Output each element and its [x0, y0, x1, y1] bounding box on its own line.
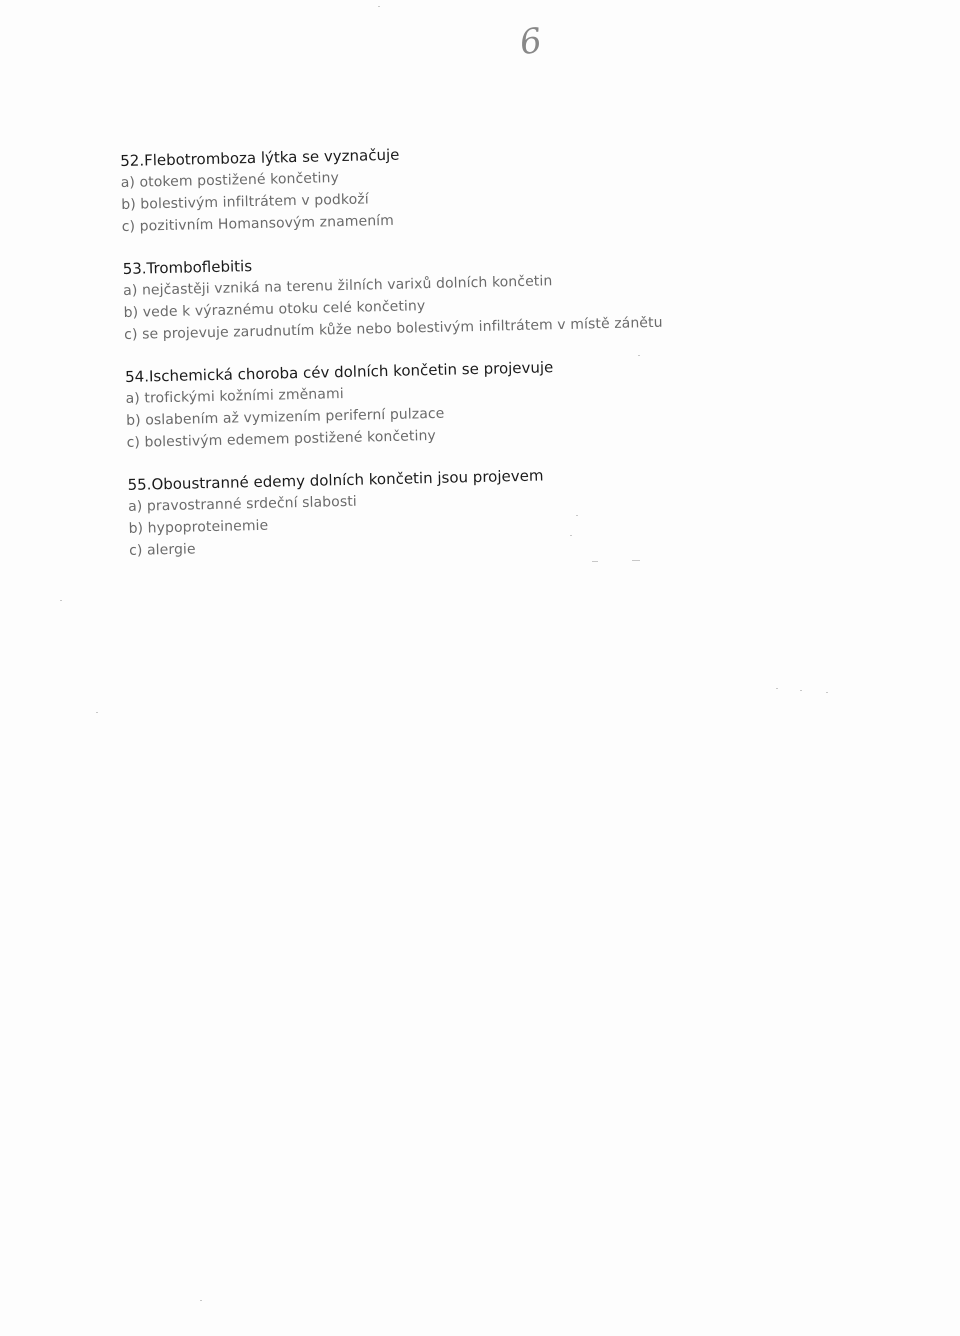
handwritten-page-number: 6: [517, 20, 545, 64]
scan-speck: [200, 1300, 202, 1301]
question-list: [120, 136, 750, 582]
question-title: 52.Flebotromboza lýtka se vyznačuje: [120, 145, 400, 170]
question-53: [122, 244, 744, 346]
question-52: [120, 136, 742, 238]
scan-speck: [632, 560, 640, 561]
answer-option: c) se projevuje zarudnutím kůže nebo bolestivým infiltrátem v místě zánětu: [124, 314, 663, 343]
question-title: 53.Tromboflebitis: [122, 257, 253, 278]
question-54: [125, 352, 747, 454]
scan-speck: [638, 355, 640, 356]
question-title: 55.Oboustranné edemy dolních končetin jsou projevem: [127, 466, 544, 494]
scan-speck: [776, 688, 778, 689]
scan-speck: [60, 600, 62, 601]
answer-option: c) pozitivním Homansovým znamením: [121, 212, 395, 235]
answer-option: a) nejčastěji vzniká na terenu žilních varixů dolních končetin: [123, 273, 553, 299]
answer-option: b) vede k výraznému otoku celé končetiny: [123, 298, 426, 321]
answer-option: b) bolestivým infiltrátem v podkoží: [121, 191, 369, 213]
scan-speck: [378, 6, 380, 7]
answer-option: b) oslabením až vymizením periferní pulzace: [125, 405, 445, 429]
answer-option: c) bolestivým edemem postižené končetiny: [126, 427, 437, 451]
scan-speck: [592, 561, 598, 562]
answer-option: a) otokem postižené končetiny: [120, 170, 340, 191]
answer-option: c) alergie: [128, 541, 196, 559]
answer-option: a) trofickými kožními změnami: [125, 385, 344, 407]
answer-option: b) hypoproteinemie: [128, 517, 269, 537]
answer-option: a) pravostranné srdeční slabosti: [127, 493, 358, 515]
question-55: [127, 460, 749, 562]
scan-speck: [96, 712, 98, 713]
scan-speck: [570, 535, 572, 536]
scan-speck: [826, 692, 828, 693]
question-title: 54.Ischemická choroba cév dolních končetin se projevuje: [124, 358, 554, 386]
scan-speck: [800, 690, 802, 691]
scan-speck: [576, 515, 578, 516]
